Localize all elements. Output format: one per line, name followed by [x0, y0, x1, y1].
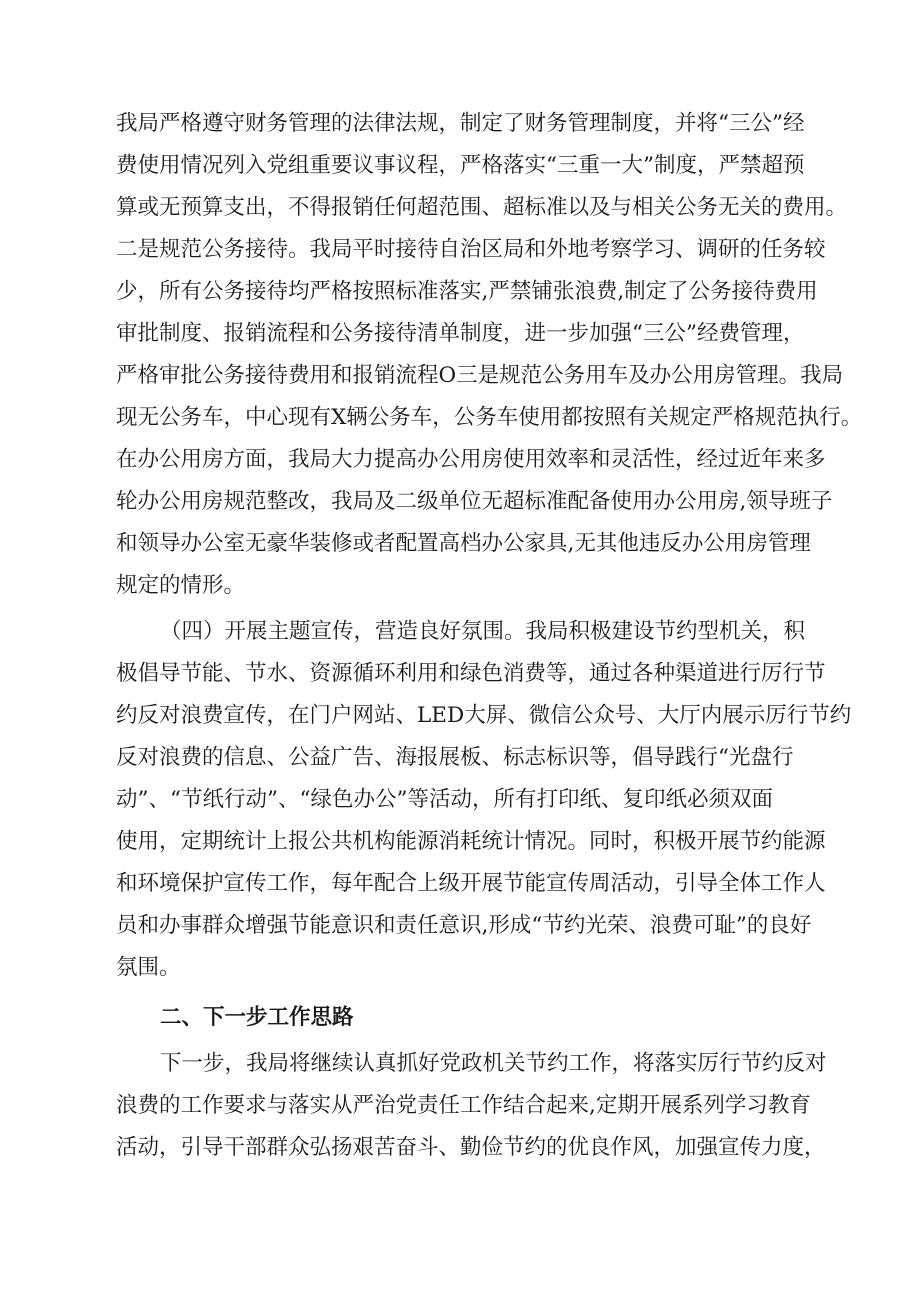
- section-heading: 二、下一步工作思路: [160, 1005, 354, 1030]
- text-line: 算或无预算支出，不得报销任何超范围、超标准以及与相关公务无关的费用。: [116, 195, 848, 220]
- text-line: 和领导办公室无豪华装修或者配置高档办公家具,无其他违反办公用房管理: [116, 531, 811, 556]
- text-line: 我局严格遵守财务管理的法律法规，制定了财务管理制度，并将“三公”经: [116, 111, 805, 136]
- text-line: 反对浪费的信息、公益广告、海报展板、标志标识等，倡导践行“光盘行: [116, 745, 794, 770]
- text-line: 轮办公用房规范整改，我局及二级单位无超标准配备使用办公用房,领导班子: [116, 489, 833, 514]
- text-line: 约反对浪费宣传，在门户网站、LED大屏、微信公众号、大厅内展示厉行节约: [116, 703, 852, 728]
- text-line: 下一步，我局将继续认真抓好党政机关节约工作，将落实厉行节约反对: [160, 1051, 827, 1076]
- text-line: 审批制度、报销流程和公务接待清单制度，进一步加强“三公”经费管理，: [116, 321, 805, 346]
- text-line: 在办公用房方面，我局大力提高办公用房使用效率和灵活性，经过近年来多: [116, 447, 826, 472]
- text-line: 极倡导节能、节水、资源循环利用和绿色消费等，通过各种渠道进行厉行节: [116, 661, 826, 686]
- text-line: 严格审批公务接待费用和报销流程O三是规范公务用车及办公用房管理。我局: [116, 363, 844, 388]
- text-line: 员和办事群众增强节能意识和责任意识,形成“节约光荣、浪费可耻”的良好: [116, 913, 812, 938]
- text-line: 浪费的工作要求与落实从严治党责任工作结合起来,定期开展系列学习教育: [116, 1093, 811, 1118]
- text-line: 氛围。: [116, 955, 181, 980]
- text-line: 现无公务车，中心现有X辆公务车，公务车使用都按照有关规定严格规范执行。: [116, 405, 863, 430]
- text-line: 使用，定期统计上报公共机构能源消耗统计情况。同时，积极开展节约能源: [116, 829, 826, 854]
- text-line: 和环境保护宣传工作，每年配合上级开展节能宣传周活动，引导全体工作人: [116, 871, 826, 896]
- text-line: 二是规范公务接待。我局平时接待自治区局和外地考察学习、调研的任务较: [116, 237, 826, 262]
- text-line: 规定的情形。: [116, 573, 246, 598]
- text-line: 动”、“节纸行动”、“绿色办公”等活动，所有打印纸、复印纸必须双面: [116, 787, 773, 812]
- paragraph-four-heading-line: （四）开展主题宣传，营造良好氛围。我局积极建设节约型机关，积: [160, 619, 806, 644]
- text-line: 费使用情况列入党组重要议事议程，严格落实“三重一大”制度，严禁超预: [116, 153, 805, 178]
- text-line: 少，所有公务接待均严格按照标准落实,严禁铺张浪费,制定了公务接待费用: [116, 279, 818, 304]
- text-line: 活动，引导干部群众弘扬艰苦奋斗、勤俭节约的优良作风，加强宣传力度，: [116, 1135, 826, 1160]
